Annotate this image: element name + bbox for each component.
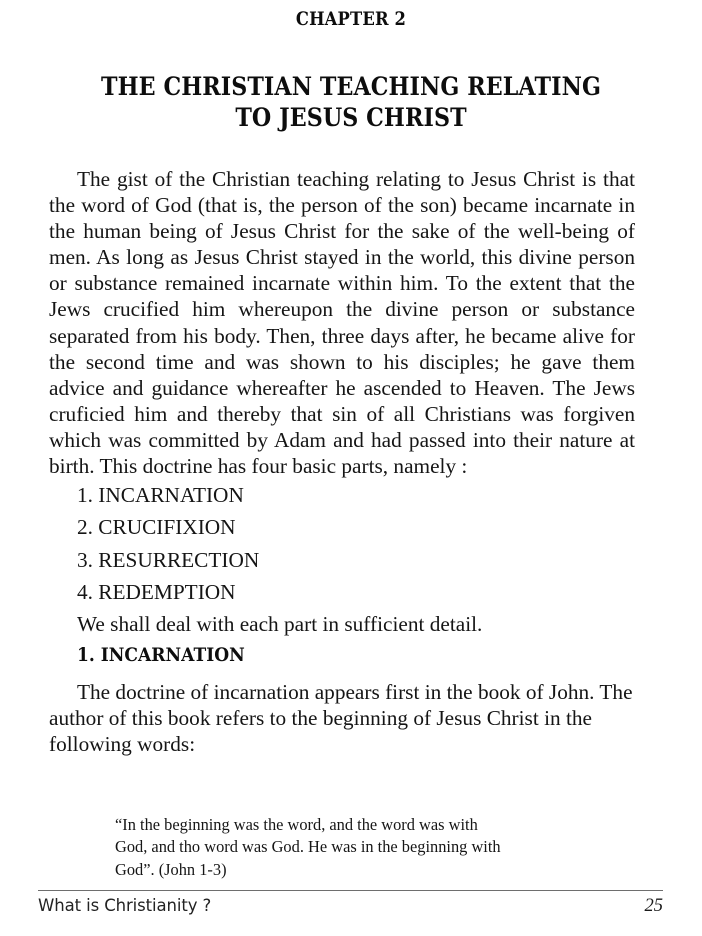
chapter-title-line-1: THE CHRISTIAN TEACHING RELATING [100, 72, 601, 102]
scripture-quote [115, 814, 585, 881]
spacer [49, 671, 635, 679]
body-column [49, 166, 635, 757]
paragraph-incarnation: The doctrine of incarnation appears first in the book of John. The author of this book refers to the beginning of Jesus Christ in the following words: [49, 679, 633, 757]
chapter-label: CHAPTER 2 [295, 8, 407, 30]
chapter-title-line-2: TO JESUS CHRIST [235, 103, 467, 133]
quote-citation: God”. (John 1-3) [115, 859, 227, 879]
footer-book-title: What is Christianity ? [38, 896, 212, 915]
list-item: 2. CRUCIFIXION [77, 515, 236, 540]
list-item: 1. INCARNATION [77, 483, 244, 508]
quote-line: God, and tho word was God. He was in the beginning with [115, 837, 501, 857]
quote-line: “In the beginning was the word, and the word was with [115, 815, 478, 834]
paragraph-intro: The gist of the Christian teaching relating to Jesus Christ is that the word of God (that is, the person of the son) became incarnate in the human being of Jesus Christ for the sake of the well-being of men. As long as Jesus Christ stayed in the world, this divine person or substance remained incarnate within him. To the extent that the Jews crucified him whereupon the divine person or substance separated from his body. Then, three days after, he became alive for the second time and was shown to his disciples; he gave them advice and guidance whereafter he ascended to Heaven. The Jews cruficied him and thereby that sin of all Christians was forgiven which was committed by Adam and had passed into their nature at birth. This doctrine has four basic parts, namely : [49, 167, 635, 479]
footer-divider [38, 890, 663, 891]
doctrine-parts-list [49, 479, 635, 608]
chapter-title [0, 72, 702, 134]
list-item: 3. RESURRECTION [77, 547, 260, 572]
page-footer [38, 896, 663, 922]
list-item: 4. REDEMPTION [77, 579, 236, 604]
section-subheading-text: 1. INCARNATION [77, 643, 245, 666]
footer-page-number: 25 [644, 896, 663, 916]
section-subheading [49, 640, 635, 671]
lead-in-line: We shall deal with each part in sufficient detail. [77, 611, 483, 636]
